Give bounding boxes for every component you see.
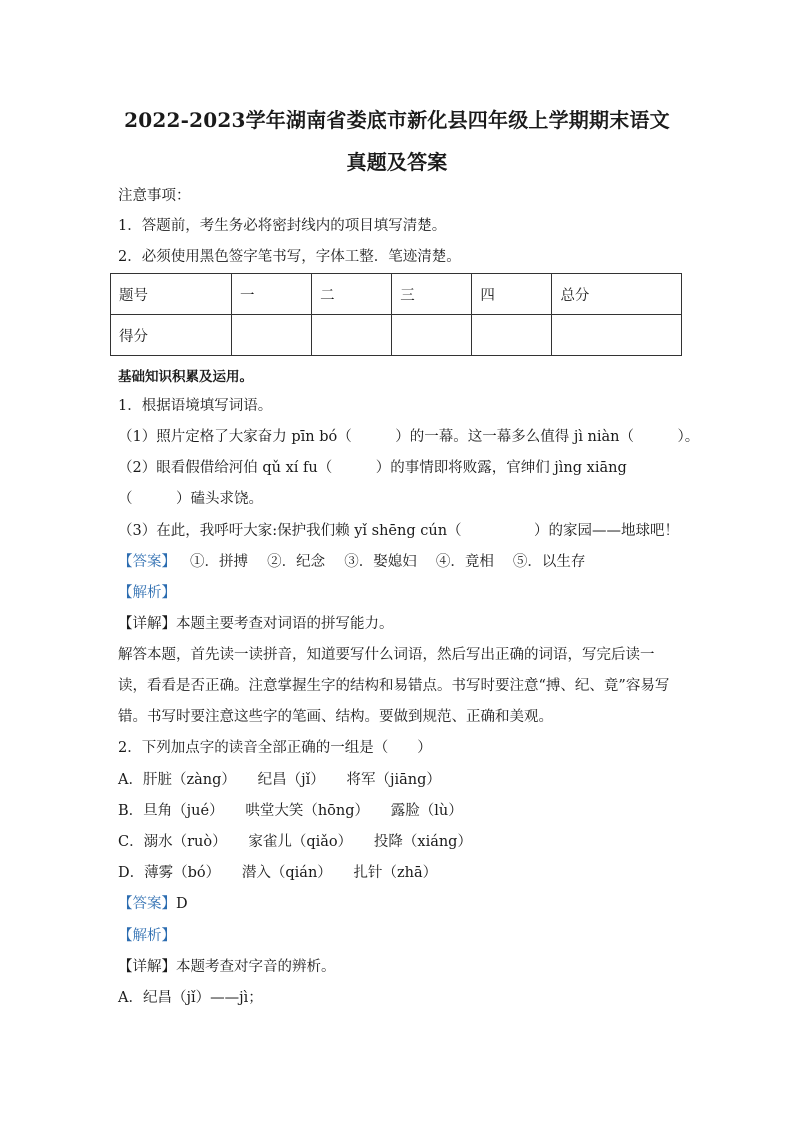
score-table-score-row <box>111 315 682 356</box>
score-table-header-row <box>111 274 682 315</box>
q2-analysis-tag: 【解析】 <box>118 928 176 944</box>
q1-detail-tag: 【详解】 <box>118 616 176 632</box>
q1-answer-text: ①．拼搏 ②．纪念 ③．娶媳妇 ④．竟相 ⑤．以生存 <box>190 554 586 570</box>
score-blank-cell <box>232 315 312 356</box>
score-header-cell: 三 <box>392 274 472 315</box>
q2-option-c: C．溺水（ruò） 家雀儿（qiǎo） 投降（xiáng） <box>118 834 472 850</box>
score-blank-cell <box>472 315 552 356</box>
score-blank-cell <box>552 315 682 356</box>
q2-detail-a: A．纪昌（jǐ）——jì； <box>118 990 263 1006</box>
section-heading: 基础知识积累及运用。 <box>118 369 253 385</box>
q2-stem: 2．下列加点字的读音全部正确的一组是（ ） <box>118 740 432 756</box>
q1-answer-line <box>118 552 585 572</box>
q1-detail-line <box>118 614 394 634</box>
q1-analysis-tag: 【解析】 <box>118 585 176 601</box>
q1-line-1: （1）照片定格了大家奋力 pīn bó（ ）的一幕。这一幕多么值得 jì niàn（ ）。 <box>118 429 700 445</box>
q2-answer-text: D <box>176 896 188 912</box>
q1-line-2b: （ ）磕头求饶。 <box>118 491 263 507</box>
score-table <box>110 273 682 356</box>
notes-heading: 注意事项： <box>118 188 191 204</box>
q2-detail-1: 本题考查对字音的辨析。 <box>176 959 336 975</box>
q2-answer-tag: 【答案】 <box>118 896 176 912</box>
q2-answer-line <box>118 894 188 914</box>
score-row-label: 得分 <box>111 315 232 356</box>
q1-line-3: （3）在此，我呼吁大家:保护我们赖 yǐ shēng cún（ ）的家园——地球吧！ <box>118 523 680 539</box>
notes-item-1: 1．答题前，考生务必将密封线内的项目填写清楚。 <box>118 218 447 234</box>
score-header-cell: 总分 <box>552 274 682 315</box>
q1-line-2a: （2）眼看假借给河伯 qǔ xí fu（ ）的事情即将败露，官绅们 jìng xiāng <box>118 460 627 476</box>
score-header-cell: 四 <box>472 274 552 315</box>
q2-detail-line <box>118 957 336 977</box>
q2-option-b: B．旦角（jué） 哄堂大笑（hōng） 露脸（lù） <box>118 803 463 819</box>
q2-option-a: A．肝脏（zàng） 纪昌（jǐ） 将军（jiāng） <box>118 772 441 788</box>
q1-stem: 1．根据语境填写词语。 <box>118 398 273 414</box>
title-line-1: 2022-2023学年湖南省娄底市新化县四年级上学期期末语文 <box>124 108 670 132</box>
title-line-2: 真题及答案 <box>346 150 448 174</box>
q2-option-d: D．薄雾（bó） 潜入（qián） 扎针（zhā） <box>118 865 438 881</box>
score-header-cell: 一 <box>232 274 312 315</box>
score-blank-cell <box>312 315 392 356</box>
score-header-cell: 题号 <box>111 274 232 315</box>
q2-detail-tag: 【详解】 <box>118 959 176 975</box>
notes-item-2: 2．必须使用黑色签字笔书写，字体工整．笔迹清楚。 <box>118 249 461 265</box>
score-blank-cell <box>392 315 472 356</box>
q1-answer-tag: 【答案】 <box>118 554 176 570</box>
q1-detail-1: 本题主要考查对词语的拼写能力。 <box>176 616 394 632</box>
score-header-cell: 二 <box>312 274 392 315</box>
q1-detail-2: 解答本题，首先读一读拼音，知道要写什么词语，然后写出正确的词语，写完后读一读，看看是否正确。注意掌握生字的结构和易错点。书写时要注意“搏、纪、竟”容易写错。书写时要注意这些字的笔画、结构。要做到规范、正确和美观。 <box>118 647 670 725</box>
